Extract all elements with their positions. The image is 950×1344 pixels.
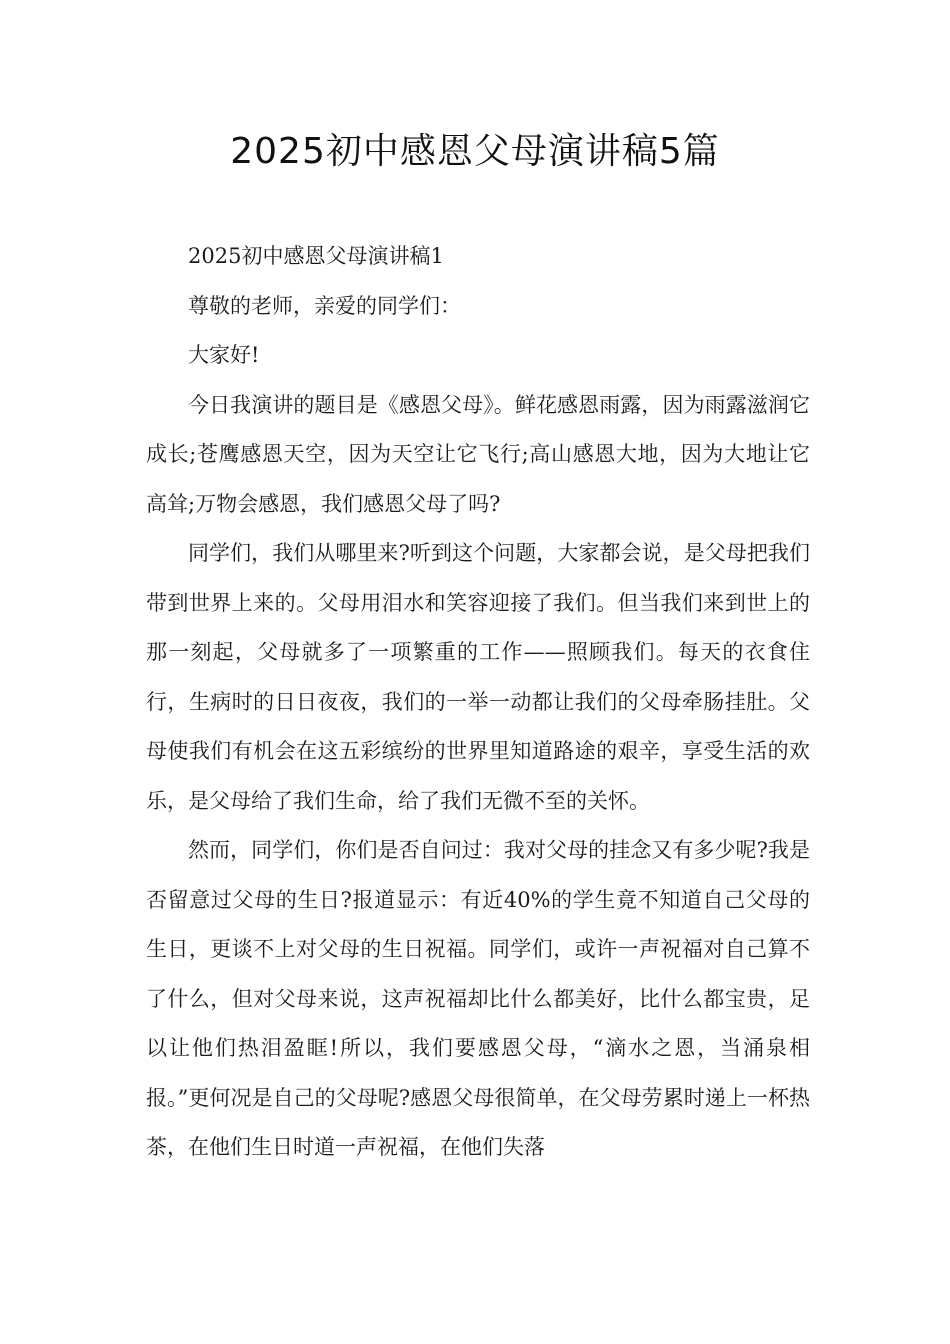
document-title: 2025初中感恩父母演讲稿5篇 [230, 131, 720, 172]
body-paragraph: 同学们，我们从哪里来?听到这个问题，大家都会说，是父母把我们带到世界上来的。父母用泪水和笑容迎接了我们。但当我们来到世上的那一刻起，父母就多了一项繁重的工作——照顾我们。每天的衣食住行，生病时的日日夜夜，我们的一举一动都让我们的父母牵肠挂肚。父母使我们有机会在这五彩缤纷的世界里知道路途的艰辛，享受生活的欢乐，是父母给了我们生命，给了我们无微不至的关怀。 [146, 541, 810, 813]
section-heading: 2025初中感恩父母演讲稿1 [188, 244, 444, 268]
body-paragraph: 今日我演讲的题目是《感恩父母》。鲜花感恩雨露，因为雨露滋润它成长;苍鹰感恩天空，因为天空让它飞行;高山感恩大地，因为大地让它高耸;万物会感恩，我们感恩父母了吗? [146, 392, 810, 516]
body-paragraph: 然而，同学们，你们是否自问过：我对父母的挂念又有多少呢?我是否留意过父母的生日?报道显示：有近40%的学生竟不知道自己父母的生日，更谈不上对父母的生日祝福。同学们，或许一声祝福对自己算不了什么，但对父母来说，这声祝福却比什么都美好，比什么都宝贵，足以让他们热泪盈眶!所以，我们要感恩父母，“滴水之恩，当涌泉相报。”更何况是自己的父母呢?感恩父母很简单，在父母劳累时递上一杯热茶，在他们生日时道一声祝福，在他们失落 [146, 838, 810, 1159]
salutation: 尊敬的老师，亲爱的同学们： [188, 293, 461, 318]
document-body [146, 232, 810, 1173]
greeting: 大家好! [188, 343, 260, 367]
